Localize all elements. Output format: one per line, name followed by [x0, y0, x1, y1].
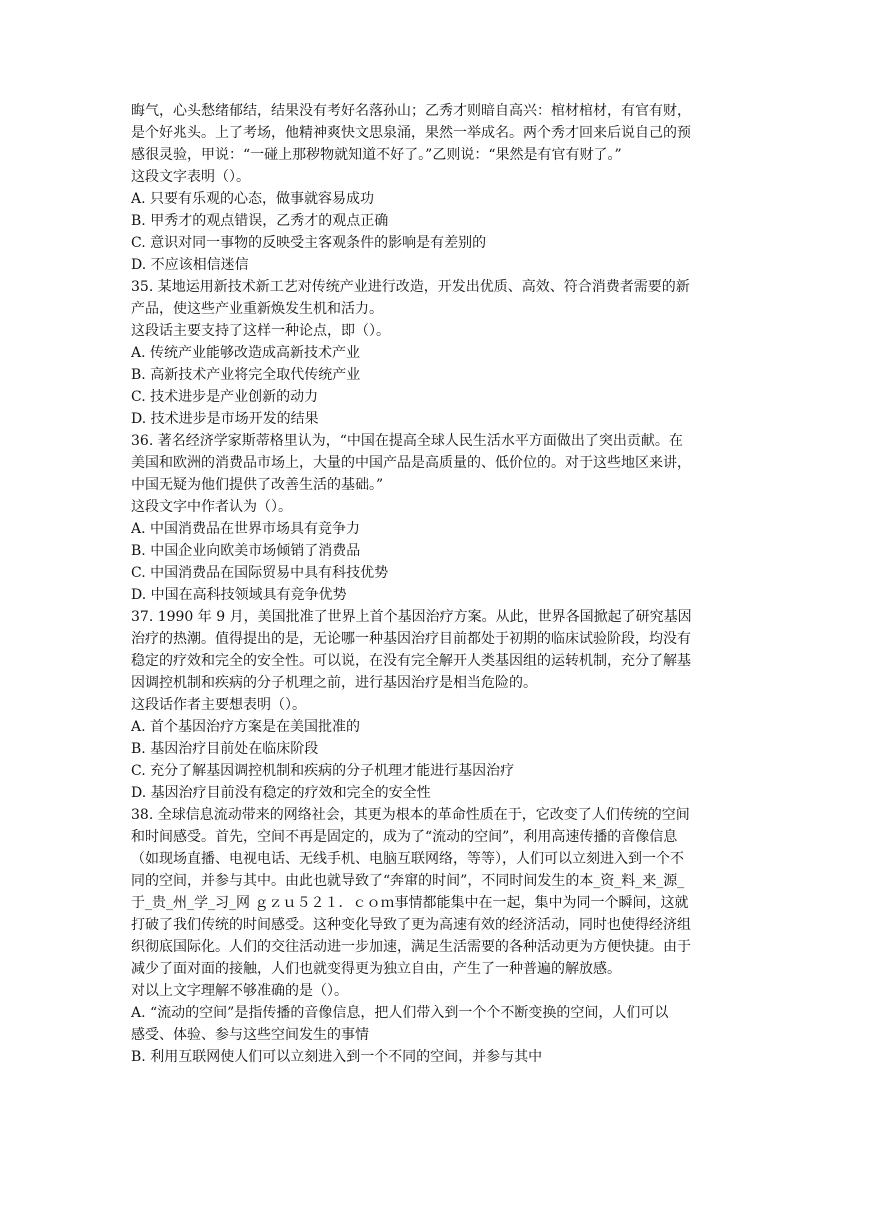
text-line: 是个好兆头。上了考场，他精神爽快文思泉涌，果然一举成名。两个秀才回来后说自己的预 [131, 125, 691, 141]
text-line: 中国无疑为他们提供了改善生活的基础。” [131, 477, 384, 493]
text-line: C. 意识对同一事物的反映受主客观条件的影响是有差别的 [131, 235, 487, 251]
text-line: 感受、体验、参与这些空间发生的事情 [131, 1027, 369, 1043]
text-line: B. 中国企业向欧美市场倾销了消费品 [131, 543, 361, 559]
text-line: 同的空间，并参与其中。由此也就导致了“奔窜的时间”，不同时间发生的本_资_料_来_源_ [131, 873, 685, 889]
text-line: 美国和欧洲的消费品市场上，大量的中国产品是高质量的、低价位的。对于这些地区来讲， [131, 455, 691, 471]
text-line: 35. 某地运用新技术新工艺对传统产业进行改造，开发出优质、高效、符合消费者需要的新 [131, 279, 690, 295]
text-line: 这段文字中作者认为（）。 [131, 499, 292, 515]
text-line: A. 只要有乐观的心态，做事就容易成功 [131, 191, 375, 207]
text-line: C. 技术进步是产业创新的动力 [131, 389, 319, 405]
text-line: 这段话作者主要想表明（）。 [131, 697, 306, 713]
text-line: 这段文字表明（）。 [131, 169, 250, 185]
text-line: A. “流动的空间”是指传播的音像信息，把人们带入到一个个不断变换的空间，人们可以 [131, 1005, 669, 1021]
text-line: 于_贵_州_学_习_网 ｇｚｕ５２１．ｃｏｍ事情都能集中在一起，集中为同一个瞬间，这就 [131, 895, 689, 911]
text-line: 这段话主要支持了这样一种论点，即（）。 [131, 323, 390, 339]
text-line: 打破了我们传统的时间感受。这种变化导致了更为高速有效的经济活动，同时也使得经济组 [131, 917, 691, 933]
text-line: B. 利用互联网使人们可以立刻进入到一个不同的空间，并参与其中 [131, 1049, 543, 1065]
text-line: C. 中国消费品在国际贸易中具有科技优势 [131, 565, 389, 581]
text-line: 和时间感受。首先，空间不再是固定的，成为了“流动的空间”，利用高速传播的音像信息 [131, 829, 678, 845]
text-line: A. 中国消费品在世界市场具有竞争力 [131, 521, 361, 537]
text-line: B. 甲秀才的观点错误，乙秀才的观点正确 [131, 213, 389, 229]
text-line: 稳定的疗效和完全的安全性。可以说，在没有完全解开人类基因组的运转机制，充分了解基 [131, 653, 691, 669]
text-line: C. 充分了解基因调控机制和疾病的分子机理才能进行基因治疗 [131, 763, 515, 779]
text-line: 产品，使这些产业重新焕发生机和活力。 [131, 301, 383, 317]
text-line: B. 基因治疗目前处在临床阶段 [131, 741, 319, 757]
text-line: D. 不应该相信迷信 [131, 257, 249, 273]
text-line: 37. 1990 年 9 月，美国批准了世界上首个基因治疗方案。从此，世界各国掀起了研究基因 [131, 609, 692, 625]
text-line: A. 首个基因治疗方案是在美国批准的 [131, 719, 361, 735]
document-page [131, 100, 741, 1068]
text-line: 36. 著名经济学家斯蒂格里认为，“中国在提高全球人民生活水平方面做出了突出贡献。在 [131, 433, 683, 449]
text-line: D. 中国在高科技领域具有竞争优势 [131, 587, 347, 603]
text-line: 减少了面对面的接触，人们也就变得更为独立自由，产生了一种普遍的解放感。 [131, 961, 621, 977]
text-line: （如现场直播、电视电话、无线手机、电脑互联网络，等等），人们可以立刻进入到一个不 [131, 851, 684, 867]
text-line: 晦气，心头愁绪郁结，结果没有考好名落孙山；乙秀才则暗自高兴：棺材棺材，有官有财， [131, 103, 691, 119]
text-line: 织彻底国际化。人们的交往活动进一步加速，满足生活需要的各种活动更为方便快捷。由于 [131, 939, 691, 955]
text-line: 感很灵验，甲说：“一碰上那秽物就知道不好了。”乙则说：“果然是有官有财了。” [131, 147, 622, 163]
text-line: D. 技术进步是市场开发的结果 [131, 411, 319, 427]
text-line: 治疗的热潮。值得提出的是，无论哪一种基因治疗目前都处于初期的临床试验阶段，均没有 [131, 631, 691, 647]
text-line: 38. 全球信息流动带来的网络社会，其更为根本的革命性质在于，它改变了人们传统的空间 [131, 807, 690, 823]
text-line: B. 高新技术产业将完全取代传统产业 [131, 367, 361, 383]
text-line: 因调控机制和疾病的分子机理之前，进行基因治疗是相当危险的。 [131, 675, 537, 691]
text-line: 对以上文字理解不够准确的是（）。 [131, 983, 348, 999]
text-line: A. 传统产业能够改造成高新技术产业 [131, 345, 361, 361]
text-line: D. 基因治疗目前没有稳定的疗效和完全的安全性 [131, 785, 431, 801]
